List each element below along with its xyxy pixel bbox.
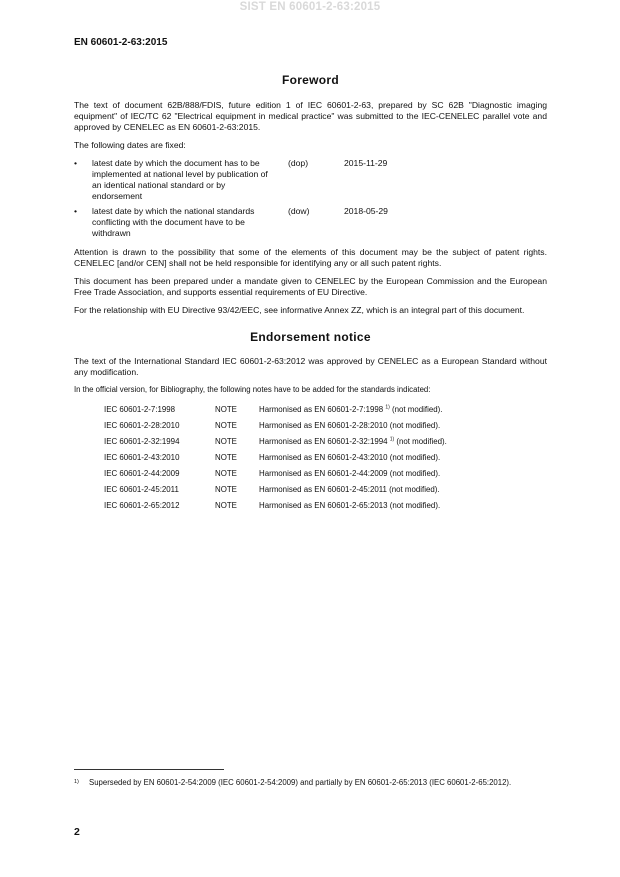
note-keyword: NOTE xyxy=(215,500,237,510)
note-standard: IEC 60601-2-32:1994 xyxy=(104,436,180,446)
foreword-heading: Foreword xyxy=(281,73,340,87)
date-item-dow xyxy=(74,206,547,239)
note-text: Harmonised as EN 60601-2-44:2009 (not modified). xyxy=(259,468,441,478)
footnote-ref: 1) xyxy=(385,404,390,411)
note-keyword: NOTE xyxy=(215,436,237,446)
note-text: Harmonised as EN 60601-2-28:2010 (not modified). xyxy=(259,420,441,430)
footnote-divider xyxy=(74,769,224,770)
note-row xyxy=(104,453,547,469)
note-text xyxy=(259,405,442,415)
note-standard: IEC 60601-2-44:2009 xyxy=(104,468,180,478)
note-text-main: Harmonised as EN 60601-2-32:1994 xyxy=(259,436,388,446)
footnote-text: Superseded by EN 60601-2-54:2009 (IEC 60601-2-54:2009) and partially by EN 60601-2-65:2013 (IEC 60601-2-65:2012). xyxy=(89,778,512,787)
relationship-paragraph: For the relationship with EU Directive 93/42/EEC, see informative Annex ZZ, which is an integral part of this document. xyxy=(74,305,525,316)
note-row xyxy=(104,405,547,421)
note-keyword: NOTE xyxy=(215,484,237,494)
note-keyword: NOTE xyxy=(215,420,237,430)
note-row xyxy=(104,485,547,501)
note-text xyxy=(259,437,447,447)
date-code: (dop) xyxy=(288,158,309,169)
date-value: 2015-11-29 xyxy=(344,158,388,169)
note-standard: IEC 60601-2-43:2010 xyxy=(104,452,180,462)
note-row xyxy=(104,469,547,485)
bullet: • xyxy=(74,206,78,217)
note-keyword: NOTE xyxy=(215,468,237,478)
note-row xyxy=(104,437,547,453)
note-standard: IEC 60601-2-7:1998 xyxy=(104,404,176,414)
note-standard: IEC 60601-2-65:2012 xyxy=(104,500,180,510)
note-text: Harmonised as EN 60601-2-45:2011 (not modified). xyxy=(259,484,440,494)
note-text: Harmonised as EN 60601-2-43:2010 (not modified). xyxy=(259,452,441,462)
date-description: latest date by which the national standards conflicting with the document have to be withdrawn xyxy=(92,206,255,239)
note-row xyxy=(104,421,547,437)
document-id: EN 60601-2-63:2015 xyxy=(74,37,168,48)
note-standard: IEC 60601-2-28:2010 xyxy=(104,420,180,430)
note-row xyxy=(104,501,547,517)
page-number: 2 xyxy=(74,826,80,838)
foreword-intro: The text of document 62B/888/FDIS, future edition 1 of IEC 60601-2-63, prepared by SC 62B "Diagnostic imaging equipment" of IEC/TC 62 "Electrical equipment in medical practice" was submitted to the IEC-CENELEC parallel vote and approved by CENELEC as EN 60601-2-63:2015. xyxy=(74,100,547,133)
notes-list xyxy=(104,405,547,517)
date-code: (dow) xyxy=(288,206,310,217)
mandate-paragraph: This document has been prepared under a mandate given to CENELEC by the European Commission and the European Free Trade Association, and supports essential requirements of EU Directive. xyxy=(74,276,547,298)
dates-list xyxy=(74,158,547,239)
note-keyword: NOTE xyxy=(215,452,237,462)
footnote-ref: 1) xyxy=(389,436,395,443)
date-item-dop xyxy=(74,158,547,202)
page-content xyxy=(74,73,547,517)
note-standard: IEC 60601-2-45:2011 xyxy=(104,484,179,494)
patent-paragraph: Attention is drawn to the possibility that some of the elements of this document may be the subject of patent rights. CENELEC [and/or CEN] shall not be held responsible for identifying any or all such patent rights. xyxy=(74,247,547,269)
note-text: Harmonised as EN 60601-2-65:2013 (not modified). xyxy=(259,500,441,510)
bullet: • xyxy=(74,158,78,169)
date-value: 2018-05-29 xyxy=(344,206,388,217)
footnote xyxy=(74,778,544,788)
note-text-tail: (not modified). xyxy=(389,404,443,414)
watermark: SIST EN 60601-2-63:2015 xyxy=(239,1,381,13)
footnote-mark: 1) xyxy=(74,779,79,785)
endorsement-text: The text of the International Standard IEC 60601-2-63:2012 was approved by CENELEC as a European Standard without any modification. xyxy=(74,355,547,377)
date-description: latest date by which the document has to be implemented at national level by publication of an identical national standard or by endorsement xyxy=(92,158,268,202)
endorsement-heading: Endorsement notice xyxy=(250,330,371,345)
note-text-tail: (not modified). xyxy=(394,436,447,446)
dates-intro: The following dates are fixed: xyxy=(74,140,186,151)
note-keyword: NOTE xyxy=(215,404,237,414)
bibliography-intro: In the official version, for Bibliography, the following notes have to be added for the standards indicated: xyxy=(74,384,431,394)
note-text-main: Harmonised as EN 60601-2-7:1998 xyxy=(259,404,384,414)
